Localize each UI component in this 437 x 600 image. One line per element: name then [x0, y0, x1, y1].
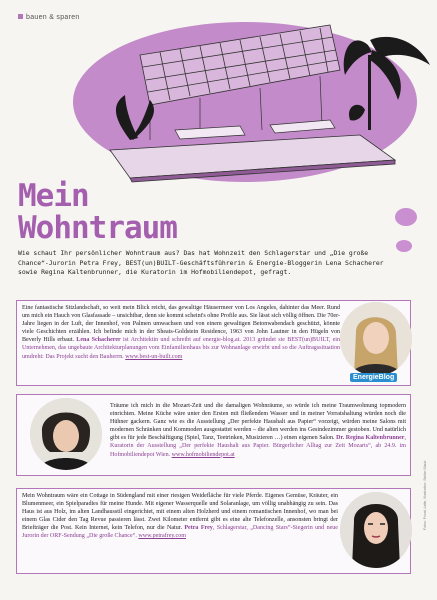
portrait-petra-frey [340, 492, 412, 568]
entry-3-body: Mein Wohntraum wäre ein Cottage in Südengland mit einer riesigen Weidefläche für viele Pferde. Eigenes Gemüse, Kräuter, ein Blumenmeer, ein Spielparadies für meine Hunde. Mit eigener Wasserquelle und Solaranlage, um völlig unabhängig zu sein. Das Haus ist aus Holz, im alten Landhausstil eingerichtet, mit einem alten Holzherd und einem romantischen Innenhof, wo man bei einem Glas Cider den Tag Revue passieren lässt. Zwei Kilometer entfernt gibt es eine alte Telefonzelle, ansonsten bringt der Briefträger die Post. Kein Internet, kein Telefon, nur die Natur. [22, 493, 338, 532]
entry-text-1 [22, 304, 340, 361]
photo-credit: Fotos: Privat; Latte, Illustration: Stefan Staub [423, 460, 427, 530]
decor-bubble-2 [396, 240, 412, 252]
entry-text-3 [22, 492, 338, 541]
hero-illustration [0, 0, 437, 200]
entry-3-bio: , Schlagerstar, „Dancing Stars“-Siegerin und neue Jurorin der ORF-Sendung „Die große Chance“. [22, 525, 338, 540]
entry-2-body: Träume ich mich in die Mozart-Zeit und die damaligen Wohnräume, so würde ich meine Traumwohnung topmodern einrichten. Meine Küche wäre unter den Ersten mit fließendem Wasser und in meiner Vorratshaltung würden noch die Hühner gackern. Ganz wie es die Ausstellung „Der perfekte Haushalt aus Papier“ vorzeigt, würden meine Salons mit modernen Schränken und Kommoden ausgestattet werden – die alten werden ins Gesindezimmer gestoben. Und natürlich gibt es für jede Beschäftigung (Spiel, Tanz, Teetrinken, Musizieren …) einen eigenen Salon. [110, 403, 406, 442]
page-title-line-2: Wohntraum [18, 210, 177, 246]
entry-1-link[interactable]: www.best-un-built.com [125, 353, 183, 360]
entry-1-body: Eine fantastische Sitzlandschaft, so weit mein Blick reicht, das gewaltige Häusermeer von Los Angeles, dahinter das Meer. Rund um mich ein Hauch von Glasfassade – unsichtbar, denn sie kommt scheint's ohne Profile aus. Sie lässt sich völlig öffnen. Die 70er-Jahre liegen in der Luft, der Innenhof, von Palmen umwachsen und von einem gewaltigen Betonwabendach geschützt, könnte viele Geschichten erzählen. Ich befinde mich in der Sheats-Goldstein Residence, 1963 von John Lautner in den Hügeln von Beverly Hills erbaut. [22, 305, 340, 344]
entry-1-bio: ist Architektin und schreibt auf energie-blog.at. 2013 gründet sie BEST(un)BUILT, ein Unternehmen, das ungebaute Architekturplanungen vom Einfamilienhaus bis zur Wohnanlage erwirbt und so die Auftragssituation umdreht: Das Projekt sucht den Bauherrn. [22, 337, 341, 360]
portrait-regina-kaltenbrunner [30, 398, 102, 470]
section-label-text: bauen & sparen [26, 14, 80, 21]
entry-text-2 [110, 402, 406, 459]
portrait-lena-schacherer [340, 302, 412, 376]
entry-3-name: Petra Frey [184, 525, 213, 532]
energieblog-badge: EnergieBlog [350, 373, 397, 382]
decor-bubble-1 [395, 208, 417, 226]
entry-1-name: Lena Schacherer [76, 337, 121, 344]
entry-2-link[interactable]: www.hofmobiliendepot.at [171, 451, 235, 458]
page-title [18, 180, 318, 244]
entry-2-bio: , Kuratorin der Ausstellung „Der perfekte Haushalt aus Papier. Bürgerlicher Alltag zur Zeit Mozarts“, ab 24.9. im Hofmobiliendepot Wien. [110, 435, 406, 458]
entry-2-name: Dr. Regina Kaltenbrunner [336, 435, 405, 442]
lead-paragraph: Wie schaut Ihr persönlicher Wohntraum aus? Das hat Wohnzeit den Schlagerstar und „Die große Chance“-Jurorin Petra Frey, BEST(un)BUILT-Geschäftsführerin & Energie-Bloggerin Lena Schacherer sowie Regina Kaltenbrunner, die Kuratorin im Hofmobiliendepot, gefragt. [18, 249, 384, 277]
entry-3-link[interactable]: www.petrafrey.com [138, 533, 186, 540]
page-title-line-1: Mein [18, 178, 89, 214]
